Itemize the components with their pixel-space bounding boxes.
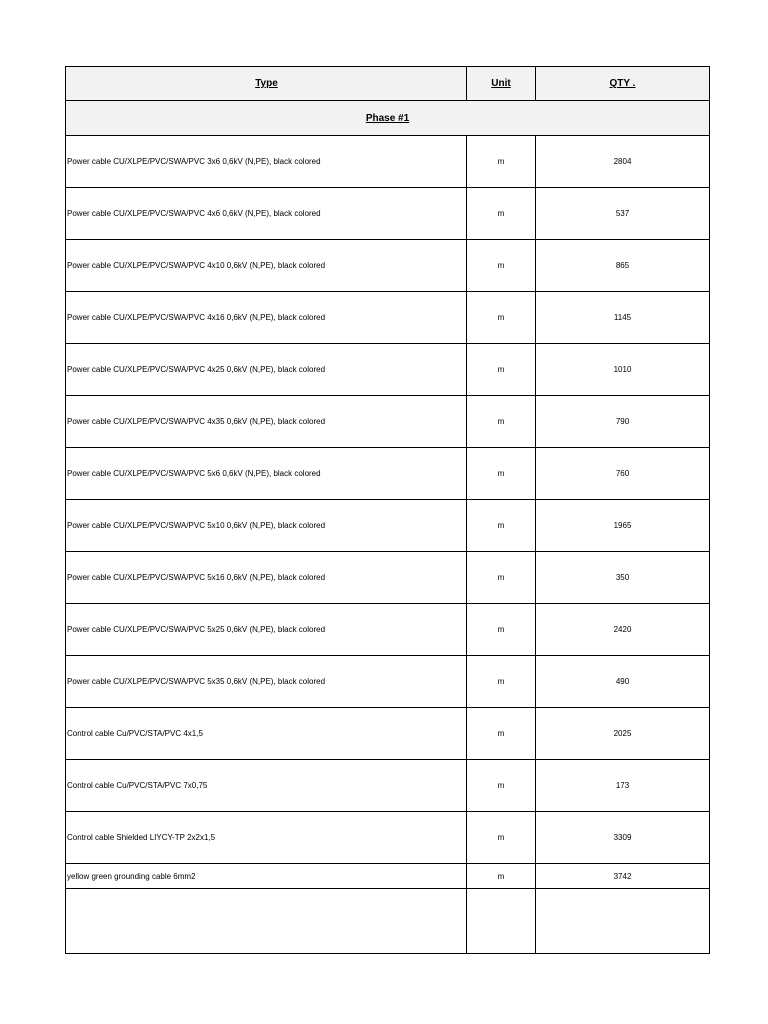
table-header — [66, 67, 709, 101]
unit-cell: m — [467, 344, 536, 395]
qty-cell: 490 — [615, 677, 630, 686]
type-cell: Power cable CU/XLPE/PVC/SWA/PVC 3x6 0,6kV (N,PE), black colored — [66, 136, 467, 187]
unit-cell: m — [467, 448, 536, 499]
type-cell: Power cable CU/XLPE/PVC/SWA/PVC 4x16 0,6kV (N,PE), black colored — [66, 292, 467, 343]
table-row — [66, 656, 709, 708]
qty-cell: 1010 — [613, 365, 632, 374]
unit-cell: m — [467, 552, 536, 603]
qty-cell: 537 — [615, 209, 630, 218]
unit-cell: m — [467, 812, 536, 863]
unit-cell: m — [467, 240, 536, 291]
qty-cell: 1965 — [613, 521, 632, 530]
type-cell: Power cable CU/XLPE/PVC/SWA/PVC 5x10 0,6kV (N,PE), black colored — [66, 500, 467, 551]
empty-unit-cell — [467, 889, 536, 953]
table-row — [66, 188, 709, 240]
table-row — [66, 292, 709, 344]
table-row — [66, 552, 709, 604]
qty-cell: 865 — [615, 261, 630, 270]
table-row — [66, 864, 709, 889]
qty-cell: 760 — [615, 469, 630, 478]
qty-cell: 1145 — [613, 313, 632, 322]
empty-qty-cell — [536, 889, 709, 953]
type-cell: Power cable CU/XLPE/PVC/SWA/PVC 5x35 0,6kV (N,PE), black colored — [66, 656, 467, 707]
unit-cell: m — [467, 396, 536, 447]
table-row — [66, 240, 709, 292]
unit-cell: m — [467, 708, 536, 759]
unit-cell: m — [467, 864, 536, 888]
type-cell: Power cable CU/XLPE/PVC/SWA/PVC 5x25 0,6kV (N,PE), black colored — [66, 604, 467, 655]
qty-cell: 3742 — [613, 871, 632, 881]
empty-type-cell — [66, 889, 467, 953]
table-row — [66, 812, 709, 864]
unit-cell: m — [467, 188, 536, 239]
unit-cell: m — [467, 292, 536, 343]
table-row — [66, 136, 709, 188]
unit-cell: m — [467, 760, 536, 811]
unit-cell: m — [467, 656, 536, 707]
type-cell: Power cable CU/XLPE/PVC/SWA/PVC 5x6 0,6kV (N,PE), black colored — [66, 448, 467, 499]
empty-table-row — [66, 889, 709, 953]
phase-title: Phase #1 — [365, 112, 410, 124]
type-cell: Power cable CU/XLPE/PVC/SWA/PVC 4x35 0,6kV (N,PE), black colored — [66, 396, 467, 447]
table-row — [66, 500, 709, 552]
qty-cell: 2025 — [613, 729, 632, 738]
qty-cell: 173 — [615, 781, 630, 790]
qty-cell: 350 — [615, 573, 630, 582]
phase-title-row — [66, 101, 709, 136]
qty-column-header: QTY . — [609, 78, 636, 89]
qty-cell: 790 — [615, 417, 630, 426]
type-cell: Control cable Shielded LIYCY-TP 2x2x1,5 — [66, 812, 467, 863]
qty-cell: 3309 — [613, 833, 632, 842]
table-row — [66, 396, 709, 448]
type-cell: Power cable CU/XLPE/PVC/SWA/PVC 4x10 0,6kV (N,PE), black colored — [66, 240, 467, 291]
table-row — [66, 604, 709, 656]
type-cell: Control cable Cu/PVC/STA/PVC 7x0,75 — [66, 760, 467, 811]
type-cell: Control cable Cu/PVC/STA/PVC 4x1,5 — [66, 708, 467, 759]
unit-cell: m — [467, 604, 536, 655]
table-row — [66, 760, 709, 812]
unit-cell: m — [467, 500, 536, 551]
qty-cell: 2804 — [613, 157, 632, 166]
table-row — [66, 708, 709, 760]
table-row — [66, 344, 709, 396]
unit-column-header: Unit — [467, 67, 536, 100]
type-cell: Power cable CU/XLPE/PVC/SWA/PVC 5x16 0,6kV (N,PE), black colored — [66, 552, 467, 603]
quantity-table — [65, 66, 710, 954]
type-cell: Power cable CU/XLPE/PVC/SWA/PVC 4x25 0,6kV (N,PE), black colored — [66, 344, 467, 395]
unit-cell: m — [467, 136, 536, 187]
table-row — [66, 448, 709, 500]
type-cell: Power cable CU/XLPE/PVC/SWA/PVC 4x6 0,6kV (N,PE), black colored — [66, 188, 467, 239]
type-column-header: Type — [66, 67, 467, 100]
qty-cell: 2420 — [613, 625, 632, 634]
type-cell: yellow green grounding cable 6mm2 — [66, 864, 467, 888]
